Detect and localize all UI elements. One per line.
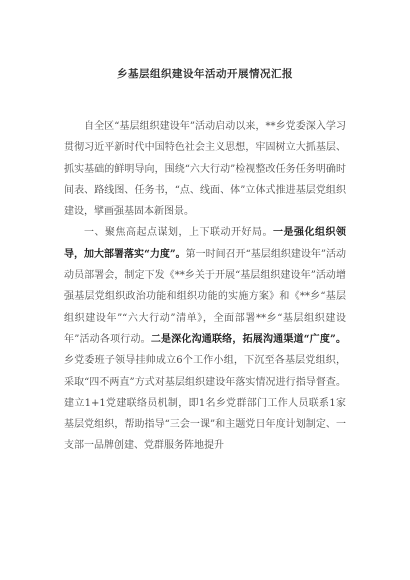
point-one-heading: 一是强化组织领导，加大部署落实“力度”。: [64, 227, 346, 260]
point-two-text: 乡党委班子领导挂帅成立6个工作小组，下沉至各基层党组织，采取“四不两直”方式对基层组织建设年落实情况进行指导督查。建立1+1党建联络员机制，即1名乡党群部门工作人员联系1家基层党组织，帮助指导“三会一课”和主题党日年度计划制定、一支部一品牌创建、党群服务阵地提升: [64, 355, 346, 452]
point-two-heading: 二是深化沟通联络，拓展沟通渠道“广度”。: [150, 333, 346, 345]
document-title: 乡基层组织建设年活动开展情况汇报: [117, 68, 293, 80]
paragraph-section-one: [64, 222, 346, 456]
paragraph-intro: 自全区“基层组织建设年”活动启动以来，**乡党委深入学习贯彻习近平新时代中国特色社会主义思想，牢固树立大抓基层、抓实基础的鲜明导向，围绕“六大行动”检视整改任务任务明确时间表、路线图、任务书，“点、线面、体”立体式推进基层党组织建设，擘画强基固本新图景。: [64, 121, 346, 218]
section-heading: 一、聚焦高起点谋划，上下联动开好局。: [84, 227, 273, 239]
document-body: [64, 116, 346, 457]
point-one-text: 第一时间召开“基层组织建设年”活动动员部署会，制定下发《**乡关于开展“基层组织建设年”活动增强基层党组织政治功能和组织功能的实施方案》和《**乡“基层组织建设年”“六大行动”清单》，全面部署**乡“基层组织建设年”活动各项行动。: [64, 248, 346, 345]
